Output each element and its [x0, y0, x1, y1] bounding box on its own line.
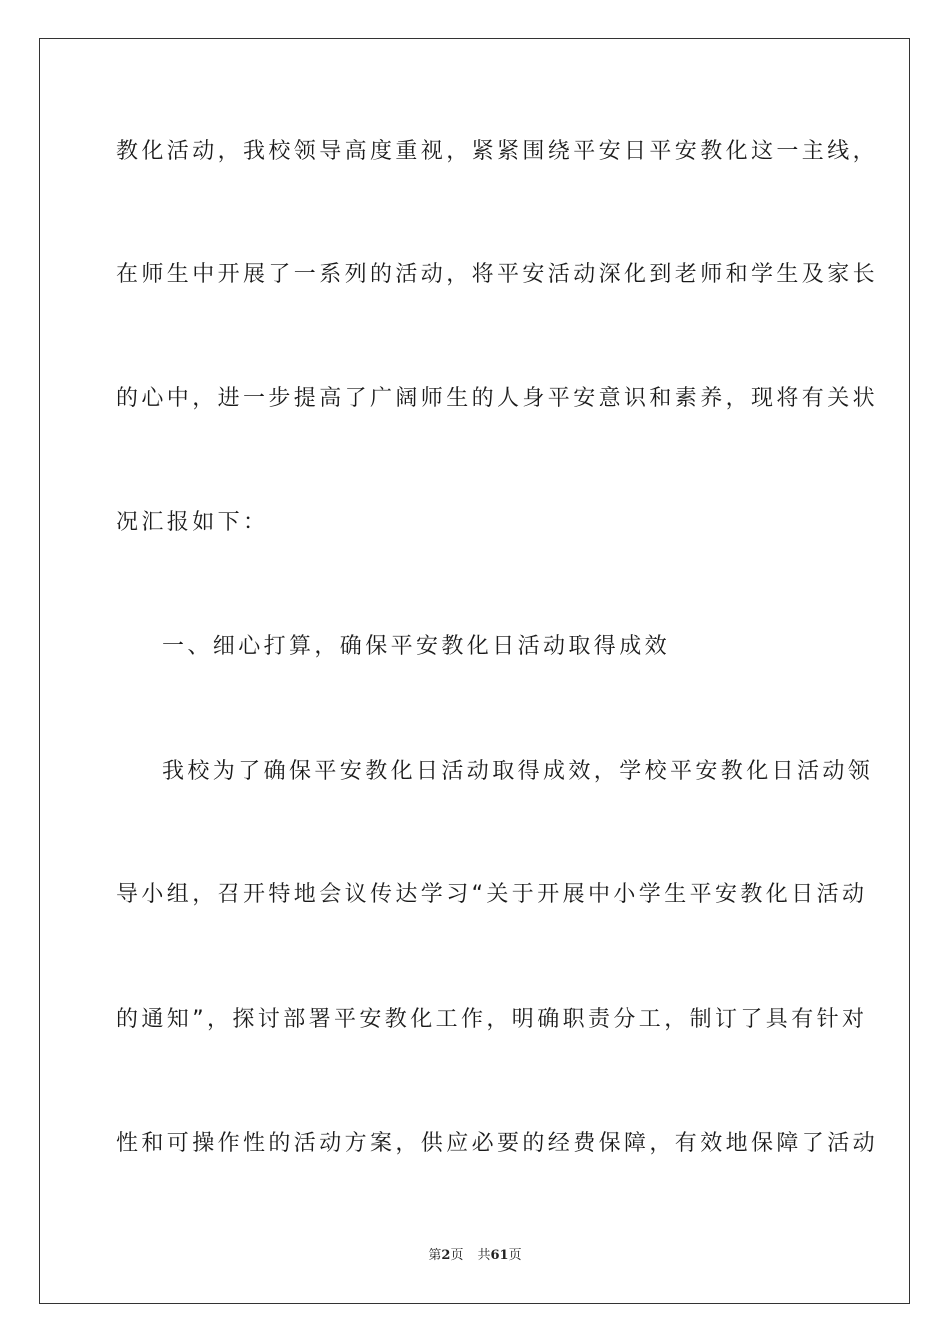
total-suffix: 页 [508, 1248, 522, 1263]
paragraph-line: 性和可操作性的活动方案，供应必要的经费保障，有效地保障了活动 [116, 1131, 879, 1156]
paragraph-line: 的心中，进一步提高了广阔师生的人身平安意识和素养，现将有关状 [116, 386, 879, 411]
section-heading: 一、细心打算，确保平安教化日活动取得成效 [162, 634, 671, 659]
paragraph-line: 导小组，召开特地会议传达学习“关于开展中小学生平安教化日活动 [116, 882, 868, 907]
paragraph-line: 的通知”，探讨部署平安教化工作，明确职责分工，制订了具有针对 [116, 1007, 868, 1032]
page-border [39, 38, 910, 1304]
paragraph-line: 我校为了确保平安教化日活动取得成效，学校平安教化日活动领 [162, 759, 874, 784]
paragraph-line: 况汇报如下： [116, 510, 269, 535]
paragraph-line: 在师生中开展了一系列的活动，将平安活动深化到老师和学生及家长 [116, 262, 879, 287]
page-number: 2 [441, 1248, 451, 1263]
page-suffix: 页 [450, 1248, 464, 1263]
page-footer [0, 1248, 950, 1264]
page-prefix: 第 [428, 1248, 442, 1263]
total-pages: 61 [490, 1248, 509, 1263]
total-prefix: 共 [477, 1248, 491, 1263]
paragraph-line: 教化活动，我校领导高度重视，紧紧围绕平安日平安教化这一主线， [116, 139, 879, 164]
